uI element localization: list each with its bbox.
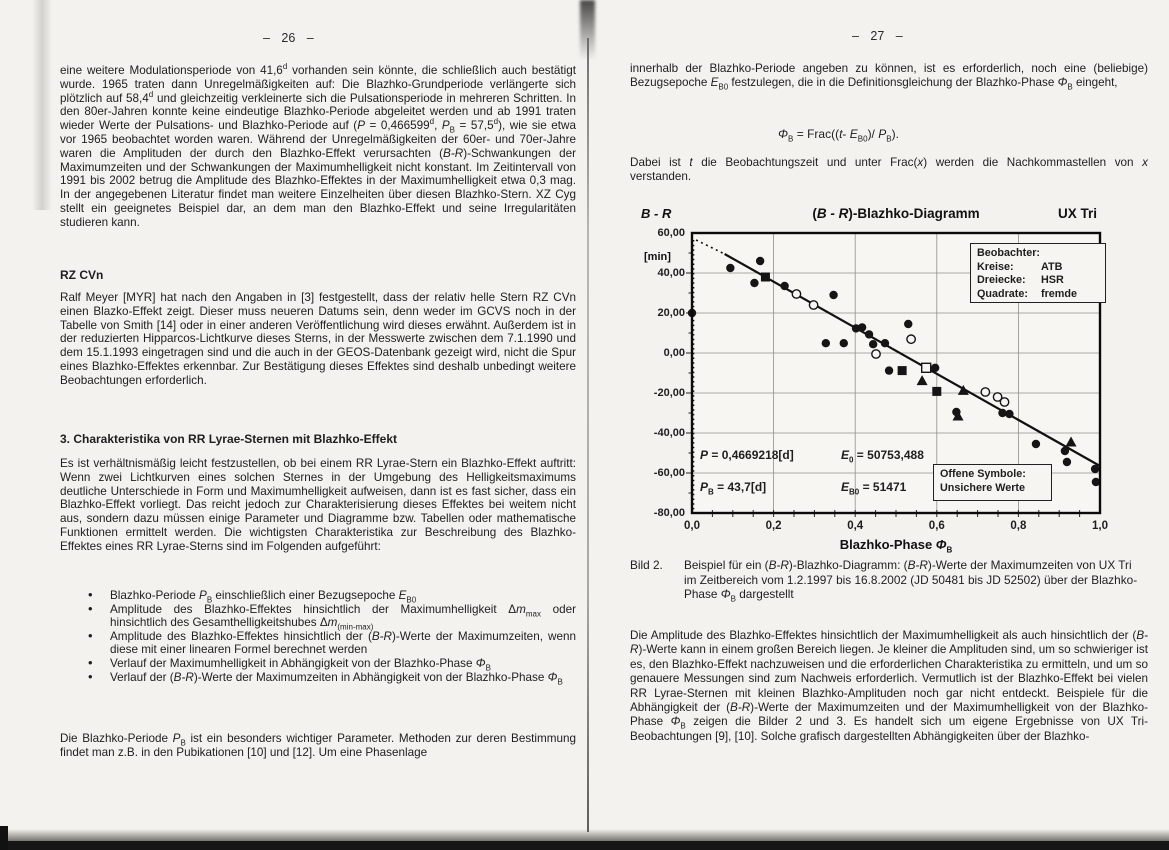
filled-circle-point xyxy=(904,320,912,328)
legend-observer: ATB xyxy=(1041,260,1063,273)
filled-circle-point xyxy=(726,264,734,272)
paragraph: eine weitere Modulationsperiode von 41,6$^d$ vorhanden sein könnte, die schließlich auch bestätigt wurde. 1965 traten dann Unregelmäßigkeiten auf: Die Blazhko-Grundperiode verlängerte sich plötzlich auf 58,4$^d$ und gleichzeitig verkleinerte sich die Pulsationsperiode in mehreren Schritten. In den 80er-Jahren konnte keine eindeutige Blazhko-Periode abgeleitet werden und ab 1991 traten wieder Werte der Pulsations- und Blazhko-Periode auf (P = 0,466599$^d$, $P_B = 57,5^d$), wie sie etwa vor 1965 beobachtet worden waren. Während der Unregelmäßigkeiten der 60er- und 70er-Jahre waren die Amplituden der durch den Blazhko-Effekt verursachten (B-R)-Schwankungen der Maximumzeiten und der Schwankungen der Maximumhelligkeit nicht konstant. Im Zeitintervall von 1991 bis 2002 betrug die Amplitude des Blazhko-Effektes in der Maximumhelligkeit etwa 0,3 mag. In der angegebenen Literatur findet man weitere Einzelheiten über diesen Blazhko-Stern. XZ Cyg stellt ein geeignetes Beispiel dar, an dem man den Blazhko-Effekt und seine Irregularitäten studieren kann. xyxy=(60,62,576,229)
list-item: • Amplitude des Blazhko-Effektes hinsichtlich der Maximumhelligkeit $\Delta m_{max}$ oder hinsichtlich des Gesamthelligkeitshubes $\Delta m_{(min-max)}$ xyxy=(110,603,576,630)
legend-observer: fremde xyxy=(1041,287,1078,300)
y-tick-label: -20,00 xyxy=(653,387,685,399)
y-axis-title: B - R xyxy=(641,206,672,221)
caption-label: Bild 2. xyxy=(630,558,663,572)
legend-row xyxy=(977,288,1099,302)
list-item: • Verlauf der (B-R)-Werte der Maximumzeiten in Abhängigkeit von der Blazhko-Phase $\Phi_B$ xyxy=(110,671,576,685)
y-tick-label: -40,00 xyxy=(653,427,685,439)
x-tick-label: 0,0 xyxy=(684,520,700,532)
paragraph: Dabei ist t die Beobachtungszeit und unter Frac(x) werden die Nachkommastellen von x verstanden. xyxy=(630,156,1148,183)
paragraph: Es ist verhältnismäßig leicht festzustellen, ob bei einem RR Lyrae-Stern ein Blazhko-Effekt auftritt: Wenn zwei Lichtkurven eines solchen Sternes in der Umgebung des Helligkeitsmaximums deutliche Unterschiede in Form und Maximumhelligkeit aufweisen, dann ist es fast sicher, dass ein Blazhko-Effekt vorliegt. Das reicht jedoch zur Charakterisierung dieses Effektes bei weitem nicht aus, sondern dazu müssen einige Parameter und Diagramme bzw. Tabellen oder mathematische Funktionen ermittelt werden. Die wichtigsten Charakteristika zur Beschreibung des Blazhko-Effektes eines RR Lyrae-Sterns sind im Folgenden aufgeführt: xyxy=(60,457,576,553)
y-axis-unit: [min] xyxy=(644,251,671,263)
characteristics-list xyxy=(60,589,576,684)
y-tick-label: -80,00 xyxy=(653,507,685,519)
x-tick-label: 0,8 xyxy=(1010,520,1027,532)
blazhko-diagram-figure xyxy=(633,205,1149,555)
x-tick-label: 0,6 xyxy=(928,520,945,532)
filled-circle-point xyxy=(858,323,866,331)
filled-circle-point xyxy=(1061,447,1069,455)
open-circle-point xyxy=(907,335,915,343)
chart-title: (B - R)-Blazhko-Diagramm xyxy=(812,206,980,221)
y-tick-label: -60,00 xyxy=(653,467,685,479)
filled-circle-point xyxy=(1032,440,1040,448)
page-number: – 26 – xyxy=(263,31,314,45)
filled-square-point xyxy=(932,387,941,396)
paragraph: innerhalb der Blazhko-Periode angeben zu können, ist es erforderlich, noch eine (beliebige) Bezugsepoche $E_{B0}$ festzulegen, die in die Definitionsgleichung der Blazhko-Phase $\Phi_B$ eingeht, xyxy=(630,62,1148,92)
list-item: • Amplitude des Blazhko-Effektes hinsichtlich der (B-R)-Werte der Maximumzeiten, wenn diese mit einer linearen Formel berechnet werden xyxy=(110,630,576,657)
note-line: Offene Symbole: xyxy=(940,468,1026,480)
open-circle-point xyxy=(1000,398,1008,406)
x-tick-label: 0,4 xyxy=(847,520,864,532)
section-heading-charakteristika: 3. Charakteristika von RR Lyrae-Sternen mit Blazhko-Effekt xyxy=(60,432,397,446)
open-symbols-note xyxy=(933,464,1052,501)
param-epoch-eb0: $E_{B0} = 51471$ xyxy=(841,480,907,497)
y-tick-label: 20,00 xyxy=(657,307,685,319)
y-tick-label: 40,00 xyxy=(657,267,685,279)
legend-symbol-label: Dreiecke: xyxy=(977,274,1026,286)
filled-circle-point xyxy=(881,339,889,347)
page-edge-shadow xyxy=(32,0,52,210)
gutter-line xyxy=(587,38,589,832)
legend-row xyxy=(977,274,1099,288)
filled-circle-point xyxy=(840,339,848,347)
paragraph: Die Blazhko-Periode $P_B$ ist ein besonders wichtiger Parameter. Methoden zur deren Bestimmung findet man z.B. in den Pubikationen [10] und [12]. Um eine Phasenlage xyxy=(60,732,577,759)
param-epoch-e0: $E_0 = 50753,488$ xyxy=(841,448,924,465)
section-heading-rz-cvn: RZ CVn xyxy=(60,268,104,282)
page-26 xyxy=(60,0,576,850)
x-axis-title: Blazhko-Phase $\Phi_B$ xyxy=(839,537,953,555)
filled-square-point xyxy=(761,273,770,282)
filled-circle-point xyxy=(756,257,764,265)
filled-circle-point xyxy=(822,339,830,347)
page-number: – 27 – xyxy=(852,29,903,43)
filled-circle-point xyxy=(780,282,788,290)
filled-circle-point xyxy=(829,291,837,299)
paragraph: Ralf Meyer [MYR] hat nach den Angaben in [3] festgestellt, dass der relativ helle Stern RZ CVn einen Blazko-Effekt zeigt. Dieser muss neueren Datums sein, denn weder im GCVS noch in der Tabelle von Smith [14] oder in einer anderen Veröffentlichung wird dieses erwähnt. Außerdem ist in der reduzierten Hipparcos-Lichtkurve dieses Sterns, in der Messwerte zwischen dem 7.1.1990 und dem 15.1.1993 eingetragen sind und die auch in der GEOS-Datenbank gezeigt wird, nicht die Spur eines Blazhko-Effektes erkennbar. Zur Bestätigung dieses Effektes sind deshalb unbedingt weitere Beobachtungen erforderlich. xyxy=(60,291,576,387)
x-tick-label: 1,0 xyxy=(1092,520,1108,532)
paragraph: Die Amplitude des Blazhko-Effektes hinsichtlich der Maximumhelligkeit als auch hinsichtlich der (B-R)-Werte kann in einem großen Bereich liegen. Je kleiner die Amplituden sind, um so schwieriger ist es, den Blazhko-Effekt nachzuweisen und die erforderlichen Charakteristika zu ermitteln, und um so genauere Messungen sind zum Nachweis erforderlich. Vermutlich ist der Blazhko-Effekt bei vielen RR Lyrae-Sternen mit kleinen Blazhko-Amplituden noch gar nicht entdeckt. Beispiele für die Abhängigkeit der (B-R)-Werte der Maximumzeiten und der Maximumhelligkeit von der Blazhko-Phase $\Phi_B$ zeigen die Bilder 2 und 3. Es handelt sich um eigene Ergebnisse von UX Tri-Beobachtungen [9], [10]. Solche grafisch dargestellten Abhängigkeiten über der Blazhko- xyxy=(630,629,1148,743)
bottom-shadow xyxy=(0,829,1169,841)
x-tick-label: 0,2 xyxy=(765,520,782,532)
param-blazhko-period: $P_B = 43,7[d]$ xyxy=(700,480,767,497)
scan-corner-mark xyxy=(0,826,8,850)
filled-circle-point xyxy=(1091,465,1099,473)
y-tick-label: 0,00 xyxy=(663,347,685,359)
filled-circle-point xyxy=(931,364,939,372)
legend-row xyxy=(977,261,1099,275)
filled-square-point xyxy=(898,366,907,375)
legend-header: Beobachter: xyxy=(977,247,1040,259)
caption-text: Beispiel für ein (B-R)-Blazhko-Diagramm: (B-R)-Werte der Maximumzeiten von UX Tri im Zeitbereich vom 1.2.1997 bis 16.8.2002 (JD 50481 bis JD 52502) über der Blazhko-Phase $\Phi_B$ dargestellt xyxy=(684,558,1138,604)
filled-circle-point xyxy=(869,340,877,348)
observer-legend xyxy=(970,243,1106,303)
open-square-point xyxy=(922,363,931,372)
list-item: • Blazhko-Periode $P_B$ einschließlich einer Bezugsepoche $E_{B0}$ xyxy=(110,589,576,603)
open-circle-point xyxy=(792,290,800,298)
filled-circle-point xyxy=(865,330,873,338)
filled-circle-point xyxy=(1063,458,1071,466)
open-circle-point xyxy=(872,350,880,358)
filled-circle-point xyxy=(750,279,758,287)
open-circle-point xyxy=(809,301,817,309)
param-pulsation-period: P = 0,4669218[d] xyxy=(700,448,794,462)
blazhko-phase-formula: $\Phi_B$ = Frac((t- $E_{B0})/$ $P_B$). xyxy=(778,127,899,144)
filled-circle-point xyxy=(885,366,893,374)
open-circle-point xyxy=(981,388,989,396)
filled-circle-point xyxy=(1005,410,1013,418)
figure-caption xyxy=(630,558,1142,602)
y-tick-label: 60,00 xyxy=(657,227,685,239)
legend-symbol-label: Quadrate: xyxy=(977,287,1028,300)
scan-bottom-edge xyxy=(0,841,1169,850)
legend-symbol-label: Kreise: xyxy=(977,260,1014,273)
star-name: UX Tri xyxy=(1058,206,1098,221)
list-item: • Verlauf der Maximumhelligkeit in Abhängigkeit von der Blazhko-Phase $\Phi_B$ xyxy=(110,657,576,671)
legend-observer: HSR xyxy=(1041,274,1064,286)
note-line: Unsichere Werte xyxy=(940,482,1026,494)
